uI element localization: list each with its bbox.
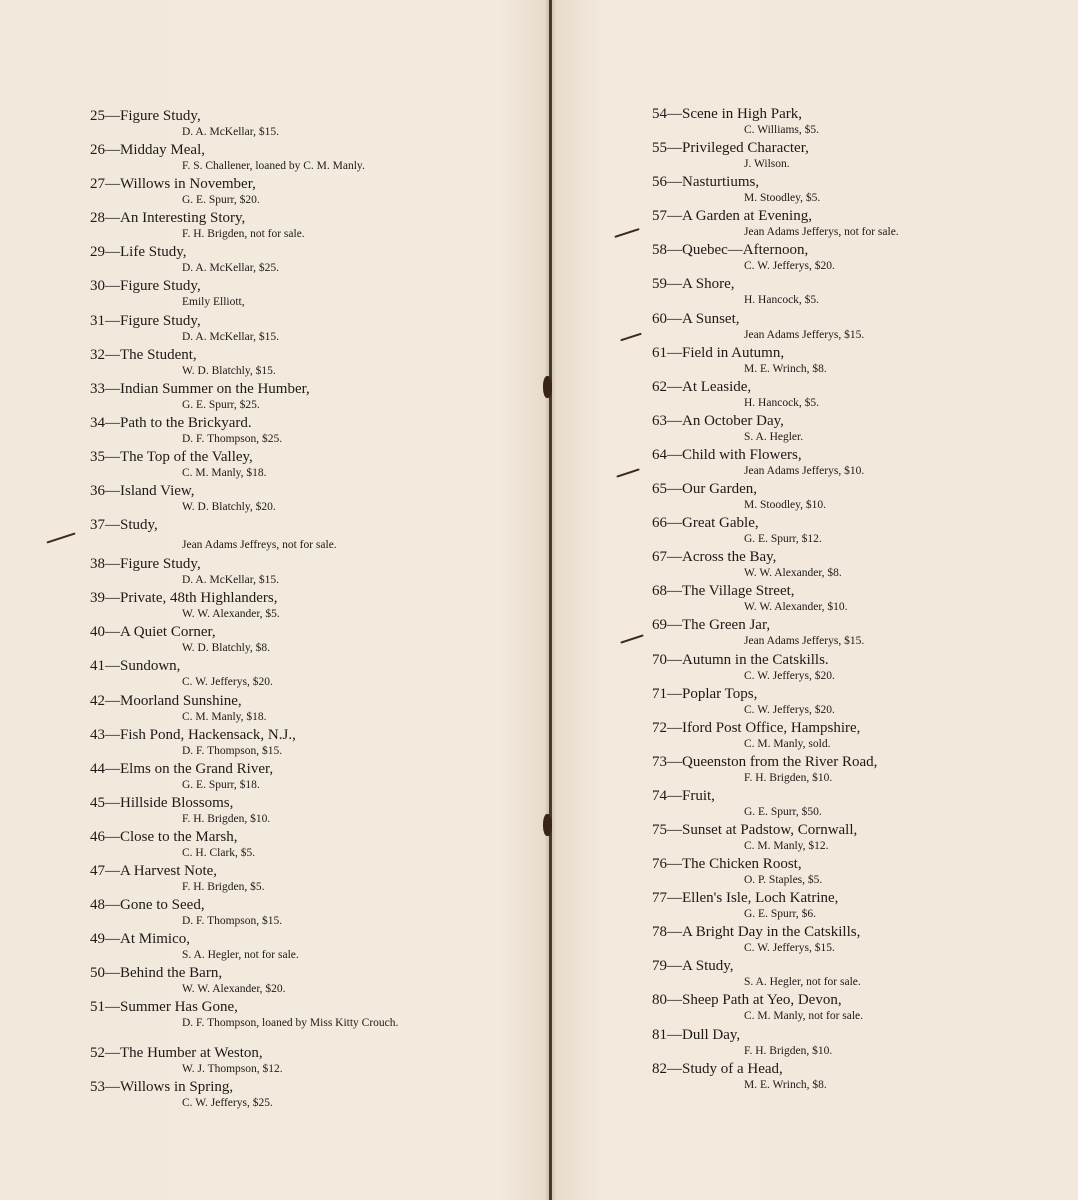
entry-title: 77—Ellen's Isle, Loch Katrine, <box>652 890 839 907</box>
list-item <box>652 379 982 413</box>
entry-artist-price: Jean Adams Jefferys, $15. <box>744 635 865 648</box>
list-item <box>652 822 982 856</box>
list-item <box>90 1045 490 1079</box>
entry-title: 40—A Quiet Corner, <box>90 624 216 641</box>
entry-artist-price: M. Stoodley, $5. <box>744 192 821 205</box>
entry-artist-price: C. W. Jefferys, $20. <box>182 676 273 689</box>
list-item <box>652 890 982 924</box>
entry-artist-price: Jean Adams Jefferys, not for sale. <box>744 226 899 239</box>
list-item <box>652 345 982 379</box>
list-item <box>90 108 490 142</box>
entry-artist-price: D. F. Thompson, $15. <box>182 915 283 928</box>
entry-artist-price: S. A. Hegler, not for sale. <box>744 976 861 989</box>
entry-title: 69—The Green Jar, <box>652 617 771 634</box>
entry-title: 81—Dull Day, <box>652 1026 741 1043</box>
list-item <box>90 658 490 692</box>
list-item <box>652 924 982 958</box>
list-item <box>90 727 490 761</box>
entry-artist-price: G. E. Spurr, $25. <box>182 398 260 411</box>
entry-artist-price: F. H. Brigden, not for sale. <box>182 228 305 241</box>
entry-title: 28—An Interesting Story, <box>90 210 246 227</box>
entry-title: 32—The Student, <box>90 346 197 363</box>
list-item <box>90 449 490 483</box>
list-item <box>90 965 490 999</box>
entry-title: 46—Close to the Marsh, <box>90 828 238 845</box>
entry-artist-price: Emily Elliott, <box>182 296 245 309</box>
list-item <box>652 583 982 617</box>
list-item <box>652 447 982 481</box>
entry-title: 72—Iford Post Office, Hampshire, <box>652 719 861 736</box>
entry-artist-price: C. W. Jefferys, $20. <box>744 703 835 716</box>
entry-title: 54—Scene in High Park, <box>652 106 802 122</box>
list-item <box>652 413 982 447</box>
entry-artist-price: Jean Adams Jefferys, $10. <box>744 464 865 477</box>
list-item <box>652 140 982 174</box>
entry-artist-price: S. A. Hegler. <box>744 430 804 443</box>
entry-title: 51—Summer Has Gone, <box>90 999 238 1016</box>
entry-artist-price: C. M. Manly, $18. <box>182 710 267 723</box>
list-item <box>90 313 490 347</box>
entry-artist-price: W. J. Thompson, $12. <box>182 1063 283 1076</box>
entry-title: 49—At Mimico, <box>90 931 190 948</box>
entry-title: 60—A Sunset, <box>652 310 740 327</box>
entry-artist-price: C. Williams, $5. <box>744 124 820 136</box>
entry-title: 82—Study of a Head, <box>652 1060 783 1077</box>
pencil-check-mark-69 <box>620 634 643 643</box>
list-item <box>652 856 982 890</box>
entry-artist-price: G. E. Spurr, $12. <box>744 533 822 546</box>
entry-artist-price: C. W. Jefferys, $20. <box>744 669 835 682</box>
entry-title: 37—Study, <box>90 517 158 534</box>
entry-artist-price: C. M. Manly, $18. <box>182 466 267 479</box>
entry-artist-price: W. W. Alexander, $20. <box>182 983 286 996</box>
list-item <box>652 788 982 822</box>
list-item <box>652 992 982 1026</box>
list-item <box>652 549 982 583</box>
entry-title: 74—Fruit, <box>652 787 715 804</box>
entry-title: 27—Willows in November, <box>90 176 256 193</box>
entry-title: 68—The Village Street, <box>652 583 795 600</box>
list-item <box>90 795 490 829</box>
entry-title: 52—The Humber at Weston, <box>90 1045 263 1062</box>
list-item <box>90 931 490 965</box>
entry-title: 75—Sunset at Padstow, Cornwall, <box>652 821 858 838</box>
entry-title: 30—Figure Study, <box>90 278 201 295</box>
entry-title: 36—Island View, <box>90 483 195 500</box>
left-page-list <box>90 108 490 1114</box>
entry-title: 42—Moorland Sunshine, <box>90 692 242 709</box>
entry-title: 80—Sheep Path at Yeo, Devon, <box>652 992 842 1009</box>
entry-artist-price: Jean Adams Jeffreys, not for sale. <box>182 539 337 552</box>
list-item <box>652 106 982 140</box>
list-item <box>90 517 490 556</box>
pencil-check-mark-60 <box>620 333 642 342</box>
entry-artist-price: W. D. Blatchly, $15. <box>182 364 276 377</box>
entry-artist-price: G. E. Spurr, $50. <box>744 805 822 818</box>
list-item <box>652 1061 982 1095</box>
list-item <box>90 761 490 795</box>
entry-artist-price: F. H. Brigden, $5. <box>182 880 265 893</box>
list-item <box>90 1079 490 1113</box>
entry-title: 53—Willows in Spring, <box>90 1079 234 1096</box>
entry-artist-price: W. W. Alexander, $5. <box>182 608 280 621</box>
entry-title: 34—Path to the Brickyard. <box>90 414 252 431</box>
list-item <box>90 829 490 863</box>
entry-artist-price: C. M. Manly, sold. <box>744 737 831 750</box>
entry-artist-price: D. A. McKellar, $25. <box>182 262 279 275</box>
entry-title: 76—The Chicken Roost, <box>652 856 802 873</box>
list-item <box>90 278 490 312</box>
entry-title: 41—Sundown, <box>90 658 181 675</box>
entry-artist-price: D. A. McKellar, $15. <box>182 330 279 343</box>
entry-title: 39—Private, 48th Highlanders, <box>90 590 278 607</box>
list-item <box>90 556 490 590</box>
list-item <box>90 624 490 658</box>
entry-artist-price: W. W. Alexander, $10. <box>744 601 848 614</box>
entry-artist-price: W. D. Blatchly, $8. <box>182 642 270 655</box>
entry-title: 73—Queenston from the River Road, <box>652 753 878 770</box>
list-item <box>90 693 490 727</box>
list-item <box>652 754 982 788</box>
right-page-list <box>652 106 982 1095</box>
binding-stitch-upper <box>543 376 552 398</box>
page-gutter <box>549 0 552 1200</box>
entry-title: 61—Field in Autumn, <box>652 344 785 361</box>
entry-artist-price: H. Hancock, $5. <box>744 294 820 307</box>
entry-title: 35—The Top of the Valley, <box>90 448 253 465</box>
entry-title: 31—Figure Study, <box>90 312 201 329</box>
list-item <box>90 897 490 931</box>
entry-title: 38—Figure Study, <box>90 556 201 573</box>
entry-title: 48—Gone to Seed, <box>90 897 205 914</box>
entry-title: 55—Privileged Character, <box>652 140 809 157</box>
entry-artist-price: F. H. Brigden, $10. <box>744 771 833 784</box>
list-item <box>90 347 490 381</box>
entry-title: 44—Elms on the Grand River, <box>90 760 274 777</box>
list-item <box>652 242 982 276</box>
entry-artist-price: C. W. Jefferys, $25. <box>182 1097 273 1110</box>
entry-artist-price: M. E. Wrinch, $8. <box>744 1078 827 1091</box>
entry-artist-price: F. S. Challener, loaned by C. M. Manly. <box>182 160 365 173</box>
list-item <box>90 176 490 210</box>
entry-artist-price: M. E. Wrinch, $8. <box>744 362 827 375</box>
entry-title: 57—A Garden at Evening, <box>652 208 812 225</box>
list-item <box>652 515 982 549</box>
list-item <box>652 276 982 310</box>
list-item <box>652 1027 982 1061</box>
entry-artist-price: D. A. McKellar, $15. <box>182 574 279 587</box>
entry-title: 58—Quebec—Afternoon, <box>652 242 809 259</box>
entry-title: 43—Fish Pond, Hackensack, N.J., <box>90 726 296 743</box>
pencil-check-mark-64 <box>616 468 639 477</box>
entry-title: 47—A Harvest Note, <box>90 862 218 879</box>
entry-title: 65—Our Garden, <box>652 481 757 498</box>
binding-stitch-lower <box>543 814 552 836</box>
entry-artist-price: C. W. Jefferys, $15. <box>744 942 835 955</box>
entry-title: 56—Nasturtiums, <box>652 174 760 191</box>
entry-artist-price: S. A. Hegler, not for sale. <box>182 949 299 962</box>
entry-title: 78—A Bright Day in the Catskills, <box>652 924 861 941</box>
list-item <box>90 999 490 1045</box>
entry-artist-price: D. F. Thompson, $15. <box>182 744 283 757</box>
entry-title: 67—Across the Bay, <box>652 549 777 566</box>
entry-artist-price: C. M. Manly, not for sale. <box>744 1010 864 1023</box>
pencil-check-mark-57 <box>614 228 639 238</box>
entry-artist-price: D. A. McKellar, $15. <box>182 126 279 138</box>
entry-title: 59—A Shore, <box>652 276 735 293</box>
entry-artist-price: G. E. Spurr, $6. <box>744 908 817 921</box>
list-item <box>90 142 490 176</box>
entry-artist-price: D. F. Thompson, $25. <box>182 432 283 445</box>
entry-title: 66—Great Gable, <box>652 515 759 532</box>
entry-title: 62—At Leaside, <box>652 378 752 395</box>
entry-title: 26—Midday Meal, <box>90 142 205 159</box>
list-item <box>90 415 490 449</box>
entry-artist-price: M. Stoodley, $10. <box>744 499 826 512</box>
list-item <box>652 208 982 242</box>
entry-title: 50—Behind the Barn, <box>90 965 223 982</box>
list-item <box>90 483 490 517</box>
list-item <box>652 311 982 345</box>
entry-title: 79—A Study, <box>652 958 734 975</box>
entry-artist-price: F. H. Brigden, $10. <box>744 1044 833 1057</box>
entry-artist-price: W. W. Alexander, $8. <box>744 567 842 580</box>
entry-artist-price: G. E. Spurr, $18. <box>182 778 260 791</box>
list-item <box>652 720 982 754</box>
entry-title: 64—Child with Flowers, <box>652 446 802 463</box>
entry-artist-price: C. W. Jefferys, $20. <box>744 260 835 273</box>
entry-title: 45—Hillside Blossoms, <box>90 794 234 811</box>
entry-artist-price: C. H. Clark, $5. <box>182 846 256 859</box>
list-item <box>90 590 490 624</box>
entry-artist-price: C. M. Manly, $12. <box>744 839 829 852</box>
entry-title: 29—Life Study, <box>90 244 187 261</box>
entry-artist-price: O. P. Staples, $5. <box>744 874 823 887</box>
entry-artist-price: D. F. Thompson, loaned by Miss Kitty Crouch. <box>182 1017 399 1030</box>
list-item <box>90 381 490 415</box>
list-item <box>90 244 490 278</box>
list-item <box>90 210 490 244</box>
list-item <box>652 617 982 651</box>
entry-title: 70—Autumn in the Catskills. <box>652 651 829 668</box>
entry-artist-price: Jean Adams Jefferys, $15. <box>744 328 865 341</box>
entry-artist-price: J. Wilson. <box>744 158 790 171</box>
entry-title: 33—Indian Summer on the Humber, <box>90 380 310 397</box>
entry-artist-price: G. E. Spurr, $20. <box>182 194 260 207</box>
entry-artist-price: F. H. Brigden, $10. <box>182 812 271 825</box>
list-item <box>652 481 982 515</box>
entry-title: 63—An October Day, <box>652 412 784 429</box>
list-item <box>652 652 982 686</box>
entry-artist-price: W. D. Blatchly, $20. <box>182 501 276 514</box>
list-item <box>90 863 490 897</box>
entry-artist-price: H. Hancock, $5. <box>744 396 820 409</box>
list-item <box>652 958 982 992</box>
entry-title: 71—Poplar Tops, <box>652 685 758 702</box>
list-item <box>652 174 982 208</box>
pencil-check-mark-37 <box>46 532 75 543</box>
entry-title: 25—Figure Study, <box>90 108 201 124</box>
list-item <box>652 686 982 720</box>
